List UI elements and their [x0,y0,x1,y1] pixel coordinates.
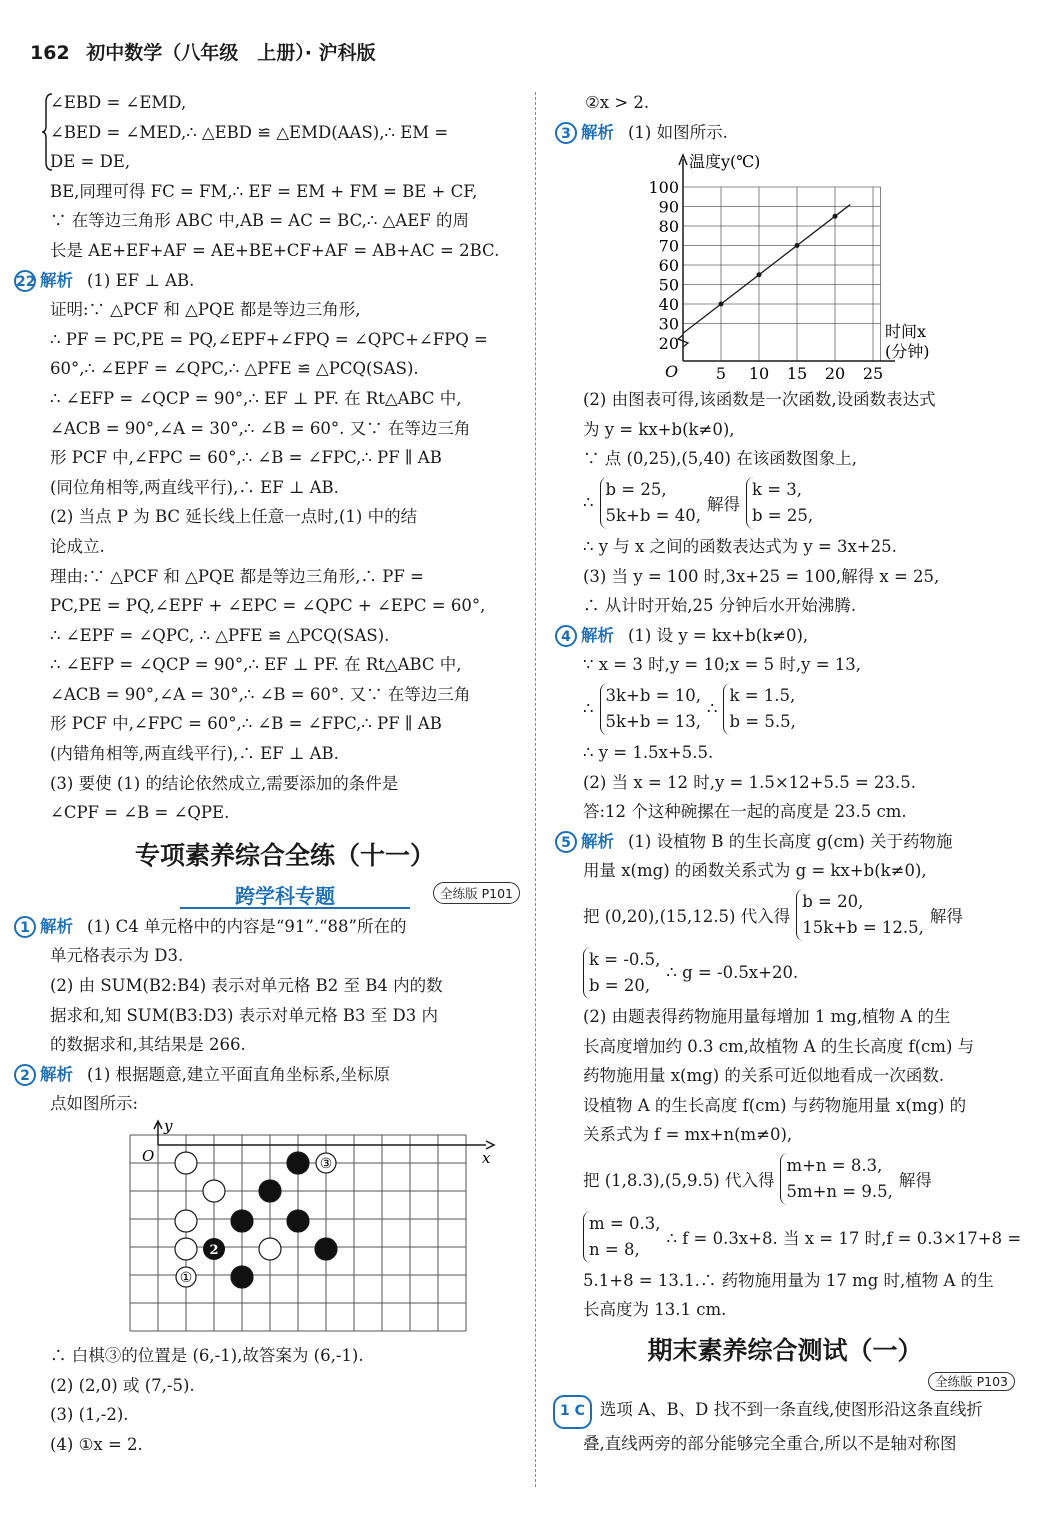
equation: 5k+b = 13, [605,711,701,731]
equation-system [600,683,701,735]
analysis-tag: 解析 [40,270,73,290]
question-22-heading [14,266,520,296]
y-axis-title: 温度y(℃) [689,152,761,172]
y-tick-label: 30 [658,314,679,334]
text-line: (4) ①x = 2. [50,1434,143,1454]
text-line: ∴ g = -0.5x+20. [666,963,799,983]
text-line: (2) 由 SUM(B2:B4) 表示对单元格 B2 至 B4 内的数 [50,976,443,996]
white-stone [259,1238,281,1260]
x-tick-label: 10 [748,364,770,384]
text-line: ∵ 在等边三角形 ABC 中,AB = AC = BC,∴ △AEF 的周 [50,211,469,231]
equation: k = 3, [751,479,803,499]
white-stone [203,1180,225,1202]
text-line: ∠CPF = ∠B = ∠QPE. [50,803,230,823]
page-header [30,38,376,65]
text-line: 5.1+8 = 13.1.∴ 药物施用量为 17 mg 时,植物 A 的生 [583,1270,994,1290]
text-line: 形 PCF 中,∠FPC = 60°,∴ ∠B = ∠FPC,∴ PF ∥ AB [50,714,442,734]
text-line: 证明:∵ △PCF 和 △PQE 都是等边三角形, [50,300,361,320]
equation: 5m+n = 9.5, [786,1181,893,1201]
subtitle-underline [180,907,410,909]
text-line: ∴ 白棋③的位置是 (6,-1),故答案为 (6,-1). [50,1346,364,1365]
equation-system [796,889,924,941]
equation: b = 5.5, [729,711,796,731]
x-tick-label: 25 [862,364,884,384]
question-number-badge: 22 [14,270,36,292]
text-line: ∠EBD = ∠EMD, [50,93,187,112]
y-tick-label: 80 [658,217,679,237]
equation: b = 25, [751,505,814,525]
book-title: 初中数学（八年级 上册）· 沪科版 [86,42,376,64]
text-line: (3) 要使 (1) 的结论依然成立,需要添加的条件是 [50,773,399,793]
subtitle-row [50,876,520,912]
stone-mark-1-label: ① [179,1270,193,1286]
answer-label: 1 C [553,1395,592,1429]
equation-system-row: ∴ b = 25, 5k+b = 40, 解得 k = 3, b = 25, [555,474,1015,532]
text-line: ∴ ∠EPF = ∠QPC, ∴ △PFE ≌ △PCQ(SAS). [50,625,390,645]
y-tick-label: 50 [658,275,679,295]
y-axis-label: y [164,1119,173,1135]
text-line: (1) EF ⊥ AB. [87,270,195,290]
question-2-heading [14,1060,520,1090]
question-number-badge: 3 [555,122,577,144]
text-line: 答:12 个这种碗摞在一起的高度是 23.5 cm. [583,802,907,822]
equation-system [583,947,660,999]
text-line: ∠ACB = 90°,∠A = 30°,∴ ∠B = 60°. 又∵ 在等边三角 [50,684,471,704]
text-line: ∴ 从计时开始,25 分钟后水开始沸腾. [583,596,856,616]
analysis-tag: 解析 [581,122,614,142]
text-line: ∴ y = 1.5x+5.5. [583,742,714,762]
analysis-tag: 解析 [40,1064,73,1084]
text-line: 把 (1,8.3),(5,9.5) 代入得 [583,1170,775,1190]
equation: k = -0.5, [589,949,661,969]
analysis-tag: 解析 [581,831,614,851]
x-tick-label: 20 [824,364,846,384]
text-line: 长是 AE+EF+AF = AE+BE+CF+AF = AB+AC = 2BC. [50,240,500,260]
go-board-figure [50,1119,520,1341]
text-line: 据求和,知 SUM(B3:D3) 表示对单元格 B3 至 D3 内 [50,1005,438,1025]
white-stone [175,1210,197,1232]
question-number-badge: 2 [14,1064,36,1086]
left-column [16,88,520,1459]
equation-system-row [555,1150,1015,1208]
x-axis-label: x [482,1149,491,1167]
text-line: (2) 由图表可得,该函数是一次函数,设函数表达式 [583,390,936,410]
equation: 5k+b = 40, [605,505,701,525]
text-line: 关系式为 f = mx+n(m≠0), [583,1125,793,1145]
equation: 15k+b = 12.5, [802,917,924,937]
graph-origin: O [665,362,679,382]
text-line: ②x > 2. [585,93,650,112]
text-line: 理由:∵ △PCF 和 △PQE 都是等边三角形,∴ PF = [50,566,424,586]
text-line: 长高度增加约 0.3 cm,故植物 A 的生长高度 f(cm) 与 [583,1036,975,1056]
reference-badge: 全练版 P103 [928,1372,1015,1391]
text-line: ∴ PF = PC,PE = PQ,∠EPF+∠FPQ = ∠QPC+∠FPQ = [50,329,488,349]
solve-word: 解得 [706,494,740,514]
line-graph-figure [555,147,1015,385]
equation: b = 20, [802,891,864,911]
x-axis-title-line2: (分钟) [885,342,930,362]
y-tick-label: 90 [658,197,679,217]
text-line: 的数据求和,其结果是 266. [50,1035,246,1055]
question-1-heading [14,912,520,942]
data-point [833,214,838,219]
subtitle: 跨学科专题 [235,883,335,908]
right-column [555,88,1022,1458]
text-line: 点如图所示: [50,1094,139,1114]
y-tick-label: 100 [648,178,679,198]
text-line: ∴ ∠EFP = ∠QCP = 90°,∴ EF ⊥ PF. 在 Rt△ABC 中, [50,388,462,408]
text-line: 单元格表示为 D3. [50,946,184,966]
black-stone [231,1210,253,1232]
text-line: ∴ f = 0.3x+8. 当 x = 17 时,f = 0.3×17+8 = [666,1228,1022,1248]
text-line: DE = DE, [50,152,131,172]
text-line: (1) 根据题意,建立平面直角坐标系,坐标原 [87,1064,391,1084]
text-line: 论成立. [50,536,105,556]
text-line: 药物施用量 x(mg) 的关系可近似地看成一次函数. [583,1066,945,1086]
stone-mark-3-label: ③ [319,1156,333,1172]
black-stone [259,1180,281,1202]
text-line: 为 y = kx+b(k≠0), [583,419,735,439]
equation-system-row [555,944,1015,1002]
brace-icon [42,92,54,172]
text-line: 用量 x(mg) 的函数关系式为 g = kx+b(k≠0), [583,861,927,881]
equation-system [600,477,701,529]
page-number: 162 [30,42,70,64]
column-divider [535,92,536,1487]
origin-label: O [142,1147,155,1165]
data-point [795,243,800,248]
text-line: BE,同理可得 FC = FM,∴ EF = EM + FM = BE + CF, [50,181,478,201]
y-tick-label: 60 [658,256,679,276]
solve-word: 解得 [929,906,963,926]
text-line: ∴ y 与 x 之间的函数表达式为 y = 3x+25. [583,536,897,556]
equation: k = 1.5, [729,685,796,705]
question-3-heading [555,118,1015,148]
question-number-badge: 4 [555,625,577,647]
question-1c-heading [553,1395,1015,1429]
text-line: (内错角相等,两直线平行),∴ EF ⊥ AB. [50,744,339,764]
x-axis-title-line1: 时间x [885,322,927,342]
text-line: (3) (1,-2). [50,1405,129,1425]
text-line: (1) 如图所示. [628,122,728,142]
equation-system [746,477,813,529]
analysis-tag: 解析 [40,916,73,936]
text-line: ∴ ∠EFP = ∠QCP = 90°,∴ EF ⊥ PF. 在 Rt△ABC 中, [50,655,462,675]
black-stone [287,1210,309,1232]
text-line: 把 (0,20),(15,12.5) 代入得 [583,906,791,926]
x-tick-label: 15 [786,364,808,384]
text-line: PC,PE = PQ,∠EPF + ∠EPC = ∠QPC + ∠EPC = 60°, [50,596,486,616]
text-line: (2) 当点 P 为 BC 延长线上任意一点时,(1) 中的结 [50,507,418,527]
reference-badge: 全练版 P101 [433,882,520,904]
text-line: ∠ACB = 90°,∠A = 30°,∴ ∠B = 60°. 又∵ 在等边三角 [50,418,471,438]
equation-system-row [555,886,1015,944]
y-tick-label: 20 [658,334,679,354]
temperature-line-graph [555,147,1015,385]
equation-system-row [555,1208,1022,1266]
text-line: 60°,∴ ∠EPF = ∠QPC,∴ △PFE ≌ △PCQ(SAS). [50,359,419,379]
reference-row [555,1371,1015,1395]
equation: n = 8, [589,1239,640,1259]
function-line [683,205,850,334]
white-stone [175,1238,197,1260]
question-5-heading [555,827,1015,857]
question-number-badge: 1 [14,916,36,938]
text-line: (3) 当 y = 100 时,3x+25 = 100,解得 x = 25, [583,566,940,586]
brace-block [50,88,520,177]
equation-system [780,1153,892,1205]
text-line: 设植物 A 的生长高度 f(cm) 与药物施用量 x(mg) 的 [583,1095,967,1115]
white-stone [175,1152,197,1174]
text-line: 形 PCF 中,∠FPC = 60°,∴ ∠B = ∠FPC,∴ PF ∥ AB [50,448,442,468]
equation: m = 0.3, [589,1213,661,1233]
equation: b = 20, [589,975,651,995]
question-4-heading [555,621,1015,651]
section-title-2: 期末素养综合测试（一） [647,1336,923,1366]
x-tick-label: 5 [715,364,727,384]
stone-mark-2-label: 2 [209,1243,219,1258]
black-stone [231,1266,253,1288]
text-line: ∠BED = ∠MED,∴ △EBD ≌ △EMD(AAS),∴ EM = [50,122,449,142]
text-line: (同位角相等,两直线平行),∴ EF ⊥ AB. [50,477,339,497]
text-line: (2) 当 x = 12 时,y = 1.5×12+5.5 = 23.5. [583,772,917,792]
equation: m+n = 8.3, [786,1155,883,1175]
text-line: (2) (2,0) 或 (7,-5). [50,1375,195,1395]
text-line: ∵ 点 (0,25),(5,40) 在该函数图象上, [583,449,857,469]
y-tick-label: 40 [658,295,679,315]
equation: b = 25, [605,479,667,499]
black-stone [315,1238,337,1260]
question-number-badge: 5 [555,831,577,853]
equation-system [583,1211,660,1263]
analysis-tag: 解析 [581,625,614,645]
equation-system-row: ∴ 3k+b = 10, 5k+b = 13, ∴ k = 1.5, b = 5.5, [555,680,1015,738]
equation-system [723,683,795,735]
y-tick-label: 70 [658,236,679,256]
solve-word: 解得 [898,1170,932,1190]
text-line: 长高度为 13.1 cm. [583,1300,727,1320]
text-line: (1) 设植物 B 的生长高度 g(cm) 关于药物施 [628,831,953,851]
text-line: (2) 由题表得药物施用量每增加 1 mg,植物 A 的生 [583,1006,951,1026]
data-point [719,302,724,307]
text-line: 选项 A、B、D 找不到一条直线,使图形沿这条直线折 [599,1400,983,1420]
equation: 3k+b = 10, [605,685,701,705]
black-stone [287,1152,309,1174]
text-line: (1) C4 单元格中的内容是“91”.“88”所在的 [87,916,407,936]
text-line: (1) 设 y = kx+b(k≠0), [628,625,809,645]
text-line: ∵ x = 3 时,y = 10;x = 5 时,y = 13, [583,655,862,675]
data-point [757,272,762,277]
go-board [78,1119,498,1341]
section-title: 专项素养综合全练（十一） [134,840,435,870]
text-line: 叠,直线两旁的部分能够完全重合,所以不是轴对称图 [583,1433,957,1453]
